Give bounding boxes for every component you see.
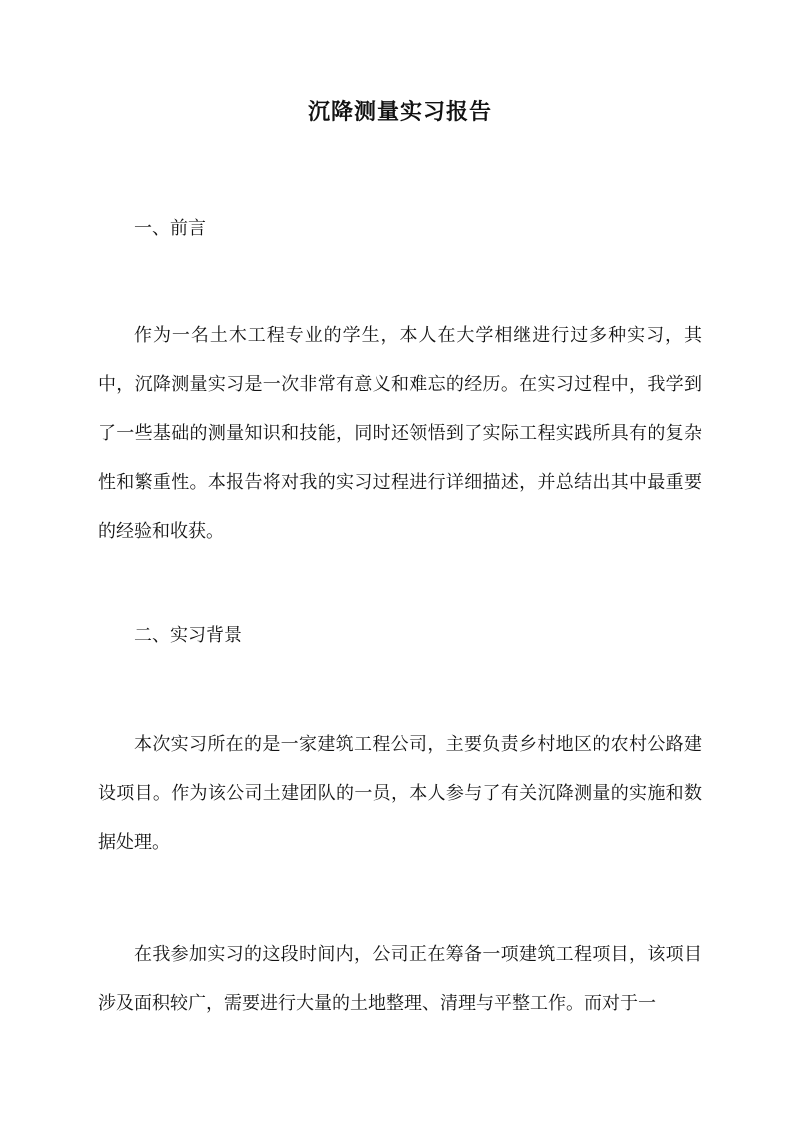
document-title: 沉降测量实习报告 [307,99,492,125]
section-heading-preface: 一、前言 [134,218,206,239]
paragraph-background-2: 在我参加实习的这段时间内，公司正在筹备一项建筑工程项目，该项目涉及面积较广，需要进行大量的土地整理、清理与平整工作。而对于一 [98,944,702,1014]
paragraph-background-1: 本次实习所在的是一家建筑工程公司，主要负责乡村地区的农村公路建设项目。作为该公司土建团队的一员，本人参与了有关沉降测量的实施和数据处理。 [98,734,702,853]
section-heading-background: 二、实习背景 [134,625,242,646]
paragraph-preface: 作为一名土木工程专业的学生，本人在大学相继进行过多种实习，其中，沉降测量实习是一次非常有意义和难忘的经历。在实习过程中，我学到了一些基础的测量知识和技能，同时还领悟到了实际工程实践所具有的复杂性和繁重性。本报告将对我的实习过程进行详细描述，并总结出其中最重要的经验和收获。 [98,325,702,542]
